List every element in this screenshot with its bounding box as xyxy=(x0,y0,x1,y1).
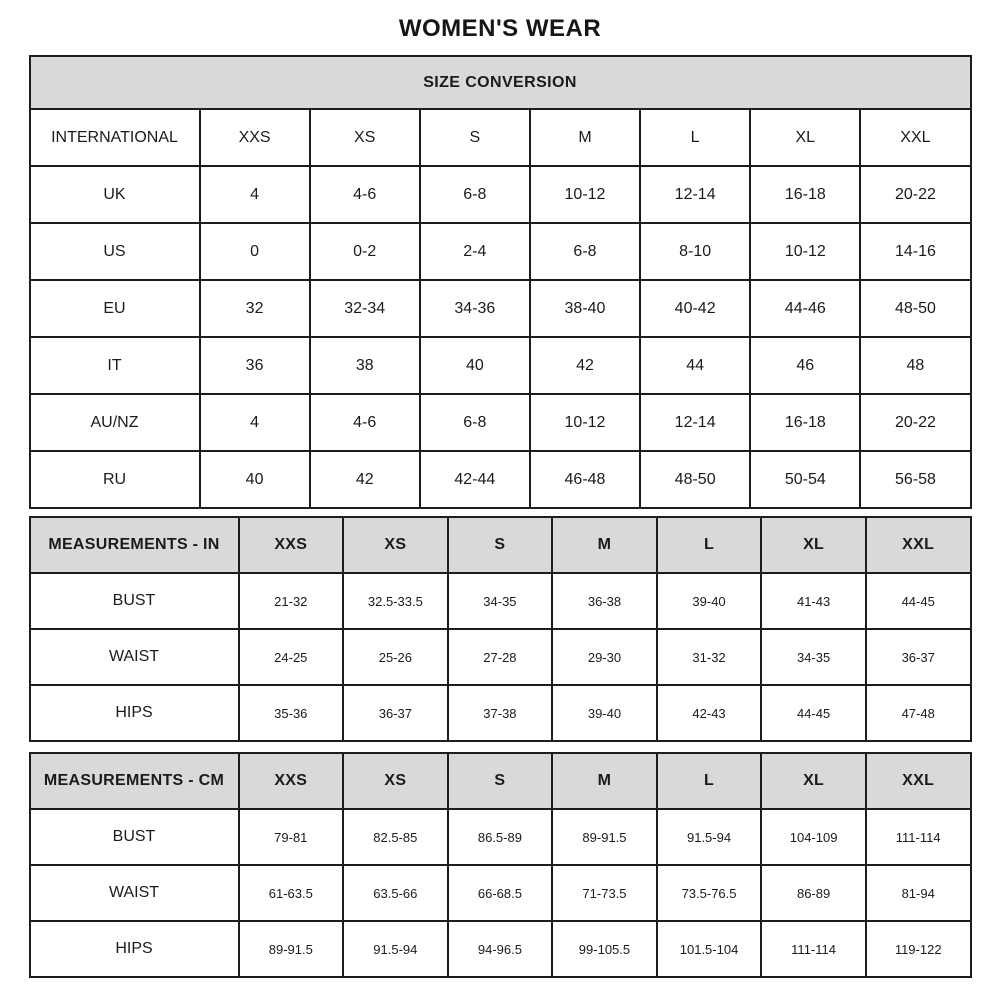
value-cell: 99-105.5 xyxy=(552,921,657,977)
value-cell: 25-26 xyxy=(343,629,448,685)
value-cell: 38-40 xyxy=(530,280,640,337)
value-cell: 86-89 xyxy=(761,865,866,921)
row-label-cell: WAIST xyxy=(30,865,239,921)
value-cell: XXL xyxy=(860,109,970,166)
value-cell: 6-8 xyxy=(530,223,640,280)
value-cell: 14-16 xyxy=(860,223,970,280)
value-cell: 42 xyxy=(530,337,640,394)
table-row xyxy=(30,685,971,741)
value-cell: 66-68.5 xyxy=(448,865,553,921)
row-label-cell: HIPS xyxy=(30,921,239,977)
value-cell: 16-18 xyxy=(750,394,860,451)
value-cell: 0 xyxy=(200,223,310,280)
measurements-header-row xyxy=(30,517,971,573)
value-cell: 39-40 xyxy=(657,573,762,629)
row-label-cell: IT xyxy=(30,337,200,394)
value-cell: 94-96.5 xyxy=(448,921,553,977)
size-column-header-cell: L xyxy=(657,517,762,573)
value-cell: XXS xyxy=(200,109,310,166)
row-label-cell: WAIST xyxy=(30,629,239,685)
row-label-cell: EU xyxy=(30,280,200,337)
value-cell: 36-37 xyxy=(343,685,448,741)
value-cell: 8-10 xyxy=(640,223,750,280)
value-cell: 16-18 xyxy=(750,166,860,223)
table-row xyxy=(30,166,971,223)
table-row xyxy=(30,109,971,166)
row-label-cell: AU/NZ xyxy=(30,394,200,451)
value-cell: 111-114 xyxy=(761,921,866,977)
value-cell: 38 xyxy=(310,337,420,394)
value-cell: 2-4 xyxy=(420,223,530,280)
measurements-in-table xyxy=(29,516,972,742)
value-cell: 81-94 xyxy=(866,865,971,921)
size-conversion-title-cell: SIZE CONVERSION xyxy=(30,56,971,109)
table-row xyxy=(30,223,971,280)
row-label-cell: US xyxy=(30,223,200,280)
value-cell: 44-46 xyxy=(750,280,860,337)
value-cell: 48-50 xyxy=(640,451,750,508)
value-cell: 73.5-76.5 xyxy=(657,865,762,921)
value-cell: 35-36 xyxy=(239,685,344,741)
table-row xyxy=(30,865,971,921)
table-row xyxy=(30,809,971,865)
value-cell: 21-32 xyxy=(239,573,344,629)
value-cell: 12-14 xyxy=(640,166,750,223)
value-cell: 63.5-66 xyxy=(343,865,448,921)
value-cell: 10-12 xyxy=(750,223,860,280)
value-cell: 46 xyxy=(750,337,860,394)
value-cell: 42-44 xyxy=(420,451,530,508)
value-cell: XL xyxy=(750,109,860,166)
value-cell: 44-45 xyxy=(866,573,971,629)
value-cell: 40 xyxy=(200,451,310,508)
value-cell: 4 xyxy=(200,394,310,451)
value-cell: 24-25 xyxy=(239,629,344,685)
value-cell: 50-54 xyxy=(750,451,860,508)
value-cell: 86.5-89 xyxy=(448,809,553,865)
value-cell: 4-6 xyxy=(310,394,420,451)
value-cell: L xyxy=(640,109,750,166)
value-cell: 91.5-94 xyxy=(657,809,762,865)
table-row xyxy=(30,629,971,685)
value-cell: 34-36 xyxy=(420,280,530,337)
row-label-cell: BUST xyxy=(30,809,239,865)
row-label-cell: HIPS xyxy=(30,685,239,741)
row-label-cell: BUST xyxy=(30,573,239,629)
row-label-cell: UK xyxy=(30,166,200,223)
value-cell: 37-38 xyxy=(448,685,553,741)
size-column-header-cell: S xyxy=(448,517,553,573)
value-cell: 48-50 xyxy=(860,280,970,337)
value-cell: 12-14 xyxy=(640,394,750,451)
value-cell: 46-48 xyxy=(530,451,640,508)
value-cell: 0-2 xyxy=(310,223,420,280)
size-column-header-cell: XL xyxy=(761,753,866,809)
value-cell: 71-73.5 xyxy=(552,865,657,921)
value-cell: 44-45 xyxy=(761,685,866,741)
table-row xyxy=(30,394,971,451)
value-cell: 4 xyxy=(200,166,310,223)
table-row xyxy=(30,573,971,629)
value-cell: 20-22 xyxy=(860,394,970,451)
table-row xyxy=(30,921,971,977)
value-cell: 32 xyxy=(200,280,310,337)
size-column-header-cell: XS xyxy=(343,753,448,809)
value-cell: 44 xyxy=(640,337,750,394)
value-cell: XS xyxy=(310,109,420,166)
size-column-header-cell: XXS xyxy=(239,753,344,809)
measurements-title-cell: MEASUREMENTS - CM xyxy=(30,753,239,809)
value-cell: 61-63.5 xyxy=(239,865,344,921)
size-column-header-cell: M xyxy=(552,517,657,573)
value-cell: 6-8 xyxy=(420,394,530,451)
value-cell: 40-42 xyxy=(640,280,750,337)
value-cell: 40 xyxy=(420,337,530,394)
measurements-title-cell: MEASUREMENTS - IN xyxy=(30,517,239,573)
value-cell: 89-91.5 xyxy=(552,809,657,865)
value-cell: 32-34 xyxy=(310,280,420,337)
measurements-cm-table xyxy=(29,752,972,978)
size-column-header-cell: L xyxy=(657,753,762,809)
value-cell: 36 xyxy=(200,337,310,394)
value-cell: 36-38 xyxy=(552,573,657,629)
value-cell: 10-12 xyxy=(530,394,640,451)
value-cell: 101.5-104 xyxy=(657,921,762,977)
size-column-header-cell: XXS xyxy=(239,517,344,573)
value-cell: 89-91.5 xyxy=(239,921,344,977)
value-cell: 4-6 xyxy=(310,166,420,223)
table-row xyxy=(30,337,971,394)
table-row xyxy=(30,451,971,508)
value-cell: 111-114 xyxy=(866,809,971,865)
value-cell: 42-43 xyxy=(657,685,762,741)
size-column-header-cell: XS xyxy=(343,517,448,573)
value-cell: 47-48 xyxy=(866,685,971,741)
value-cell: 48 xyxy=(860,337,970,394)
value-cell: 56-58 xyxy=(860,451,970,508)
value-cell: 10-12 xyxy=(530,166,640,223)
value-cell: 82.5-85 xyxy=(343,809,448,865)
value-cell: 39-40 xyxy=(552,685,657,741)
size-conversion-title-row xyxy=(30,56,971,109)
table-row xyxy=(30,280,971,337)
size-column-header-cell: M xyxy=(552,753,657,809)
page-title: WOMEN'S WEAR xyxy=(398,15,602,42)
value-cell: 41-43 xyxy=(761,573,866,629)
value-cell: 42 xyxy=(310,451,420,508)
size-column-header-cell: XXL xyxy=(866,753,971,809)
value-cell: 119-122 xyxy=(866,921,971,977)
measurements-header-row xyxy=(30,753,971,809)
value-cell: 34-35 xyxy=(448,573,553,629)
size-column-header-cell: XL xyxy=(761,517,866,573)
value-cell: 79-81 xyxy=(239,809,344,865)
value-cell: 31-32 xyxy=(657,629,762,685)
value-cell: 20-22 xyxy=(860,166,970,223)
value-cell: 104-109 xyxy=(761,809,866,865)
row-label-cell: RU xyxy=(30,451,200,508)
value-cell: S xyxy=(420,109,530,166)
value-cell: M xyxy=(530,109,640,166)
value-cell: 6-8 xyxy=(420,166,530,223)
row-label-cell: INTERNATIONAL xyxy=(30,109,200,166)
value-cell: 36-37 xyxy=(866,629,971,685)
value-cell: 29-30 xyxy=(552,629,657,685)
size-column-header-cell: S xyxy=(448,753,553,809)
value-cell: 27-28 xyxy=(448,629,553,685)
value-cell: 32.5-33.5 xyxy=(343,573,448,629)
value-cell: 91.5-94 xyxy=(343,921,448,977)
value-cell: 34-35 xyxy=(761,629,866,685)
size-column-header-cell: XXL xyxy=(866,517,971,573)
size-conversion-table xyxy=(29,55,972,509)
